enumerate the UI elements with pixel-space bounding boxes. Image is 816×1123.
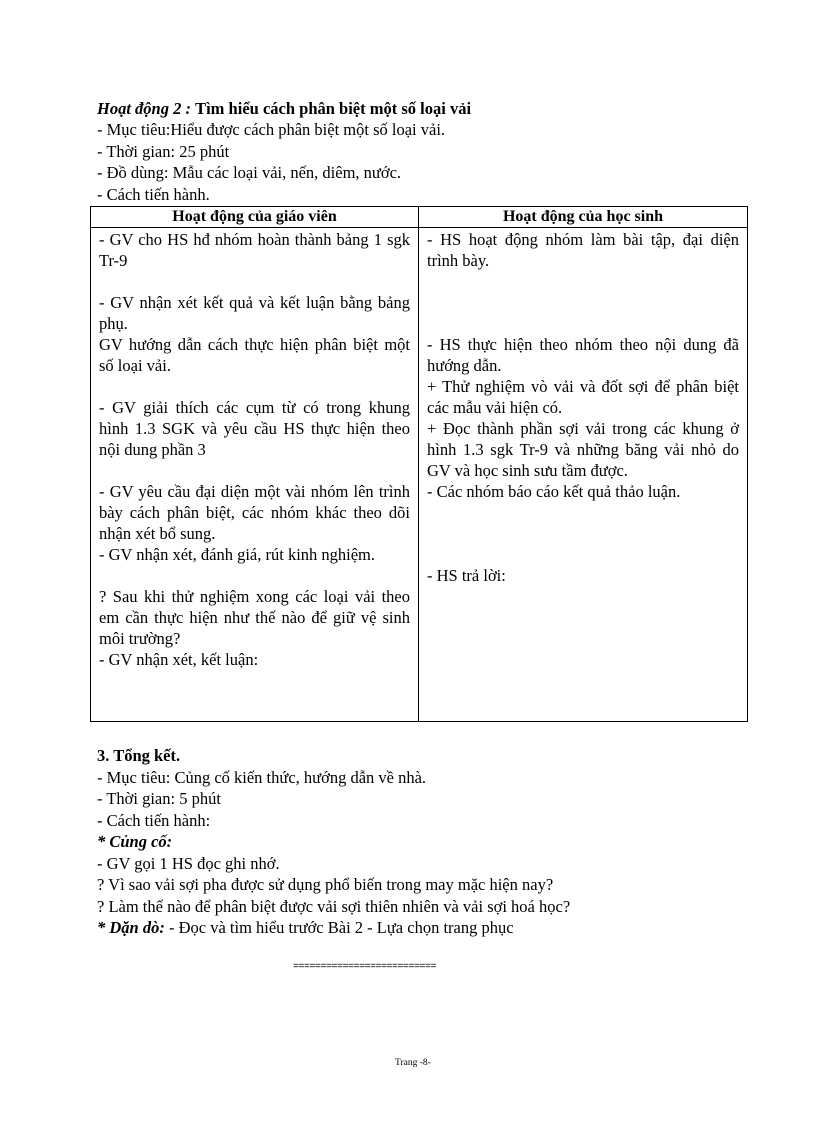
summary-time: - Thời gian: 5 phút [97, 789, 221, 808]
spacer [427, 544, 739, 565]
teacher-item: - GV yêu cầu đại diện một vài nhóm lên trình bày cách phân biệt, các nhóm khác theo dõi nhận xét bổ sung. [99, 482, 410, 543]
spacer [99, 376, 410, 397]
teacher-item: ? Sau khi thử nghiệm xong các loại vải theo em cần thực hiện như thế nào để giữ vệ sinh môi trường? [99, 587, 410, 648]
activity-title-prefix: Hoạt động 2 : [97, 99, 191, 118]
summary-procedure: - Cách tiến hành: [97, 811, 211, 830]
spacer [99, 460, 410, 481]
spacer [427, 271, 739, 292]
consolidation-item: - GV gọi 1 HS đọc ghi nhớ. [97, 854, 280, 873]
table-body-row [91, 228, 748, 722]
teacher-item: - GV nhận xét kết quả và kết luận bằng bảng phụ. [99, 293, 410, 333]
activity-time: - Thời gian: 25 phút [97, 142, 230, 161]
summary-heading: 3. Tổng kết. [97, 746, 181, 765]
student-item: - HS hoạt động nhóm làm bài tập, đại diện trình bày. [427, 230, 739, 270]
spacer [427, 292, 739, 313]
question-2: ? Làm thế nào để phân biệt được vải sợi thiên nhiên và vải sợi hoá học? [97, 897, 571, 916]
teacher-column-header: Hoạt động của giáo viên [91, 207, 419, 228]
student-item: - HS trả lời: [427, 566, 506, 585]
activity-title [97, 98, 471, 119]
question-1: ? Vì sao vải sợi pha được sử dụng phổ biến trong may mặc hiện nay? [97, 875, 554, 894]
homework-text: - Đọc và tìm hiểu trước Bài 2 - Lựa chọn trang phục [164, 918, 514, 937]
page-number: Trang -8- [395, 1058, 431, 1068]
spacer [427, 502, 739, 523]
homework-line [97, 917, 514, 938]
spacer [99, 565, 410, 586]
spacer [427, 313, 739, 334]
student-column-header: Hoạt động của học sinh [419, 207, 748, 228]
activity-objective: - Mục tiêu:Hiểu được cách phân biệt một số loại vải. [97, 120, 446, 139]
table-header-row [91, 207, 748, 228]
activity-title-text: Tìm hiểu cách phân biệt một số loại vải [195, 99, 472, 118]
teacher-item: - GV giải thích các cụm từ có trong khung hình 1.3 SGK và yêu cầu HS thực hiện theo nội dung phần 3 [99, 398, 410, 459]
spacer [427, 523, 739, 544]
spacer [99, 271, 410, 292]
student-item: - Các nhóm báo cáo kết quả thảo luận. [427, 482, 681, 501]
activity-table [90, 206, 748, 722]
activity-materials: - Đồ dùng: Mẫu các loại vải, nến, diêm, nước. [97, 163, 402, 182]
teacher-activities-cell [91, 228, 419, 722]
student-item: - HS thực hiện theo nhóm theo nội dung đã hướng dẫn. [427, 335, 739, 375]
student-item: + Đọc thành phần sợi vải trong các khung ở hình 1.3 sgk Tr-9 và những băng vải nhỏ do GV và học sinh sưu tầm được. [427, 419, 739, 480]
teacher-item: GV hướng dẫn cách thực hiện phân biệt một số loại vải. [99, 335, 410, 375]
teacher-item: - GV nhận xét, đánh giá, rút kinh nghiệm. [99, 545, 376, 564]
homework-label: * Dặn dò: [97, 918, 165, 937]
student-activities-cell [419, 228, 748, 722]
activity-procedure: - Cách tiến hành. [97, 185, 210, 204]
teacher-item: - GV cho HS hđ nhóm hoàn thành bảng 1 sgk Tr-9 [99, 230, 410, 270]
consolidation-label: * Củng cố: [97, 832, 173, 851]
section-separator: ========================== [293, 962, 437, 973]
teacher-item: - GV nhận xét, kết luận: [99, 650, 259, 669]
student-item: + Thử nghiệm vò vải và đốt sợi để phân biệt các mẫu vải hiện có. [427, 377, 739, 417]
summary-objective: - Mục tiêu: Củng cố kiến thức, hướng dẫn về nhà. [97, 768, 427, 787]
